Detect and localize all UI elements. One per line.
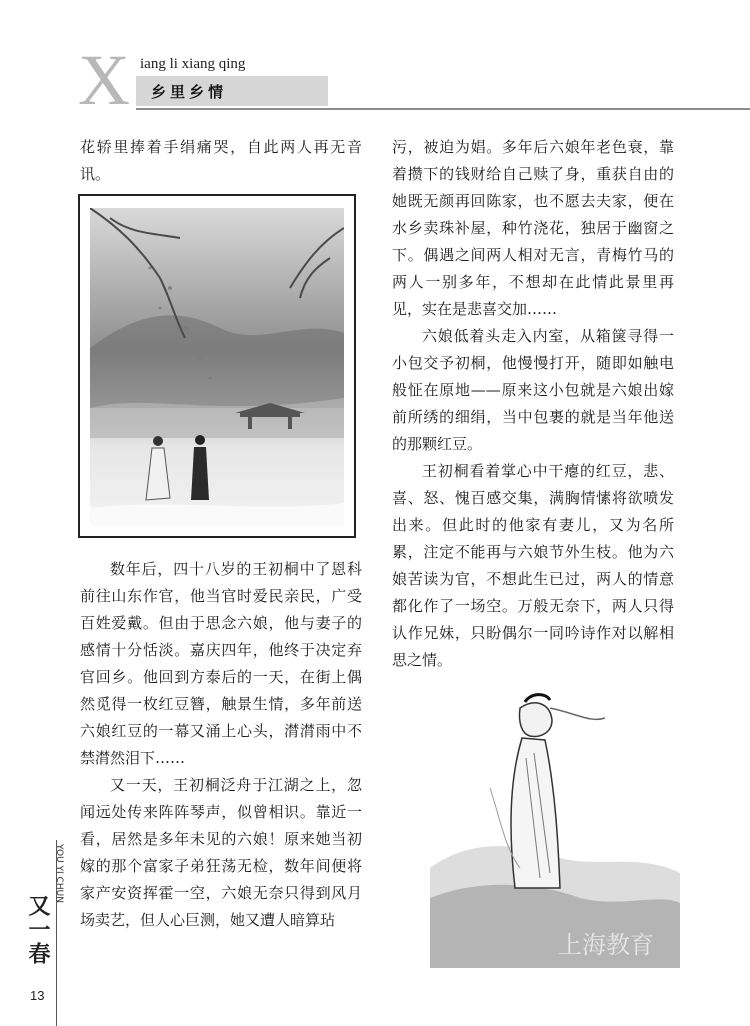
watermark: 上海教育 — [558, 931, 654, 959]
spine-title-chinese: 又一春 — [25, 894, 51, 966]
paragraph: 王初桐看着掌心中干瘪的红豆，悲、喜、怒、愧百感交集，满胸情愫将欲喷发出来。但此时的他家有妻儿，又为名所累，注定不能再与六娘节外生枝。他为六娘苦读为官，不想此生已过，两人的情意都化作了一场空。万般无奈下，两人只得认作兄妹，只盼偶尔一同吟诗作对以解相思之情。 — [392, 462, 674, 669]
page-number: 13 — [30, 988, 45, 1003]
scholar-illustration — [430, 668, 680, 968]
right-column — [392, 134, 674, 674]
section-pinyin: iang li xiang qing — [140, 56, 246, 72]
paragraph: 花轿里捧着手绢痛哭，自此两人再无音讯。 — [80, 138, 362, 183]
spine-title-english: YOU YI CHUN — [54, 844, 64, 903]
left-column-bottom — [80, 556, 362, 934]
section-letter: X — [78, 40, 130, 120]
paragraph: 数年后，四十八岁的王初桐中了恩科前往山东作官，他当官时爱民亲民，广受百姓爱戴。但由于思念六娘，他与妻子的感情十分恬淡。嘉庆四年，他终于决定弃官回乡。他回到方泰后的一天，在街上偶然觅得一枚红豆簪，触景生情，多年前送六娘红豆的一幕又涌上心头，潸潸雨中不禁潸然泪下…… — [80, 560, 362, 767]
section-title: 乡里乡情 — [151, 83, 228, 101]
paragraph: 六娘低着头走入内室，从箱箧寻得一小包交予初桐，他慢慢打开，随即如触电般怔在原地——原来这小包就是六娘出嫁前所绣的细绢，当中包裹的就是当年他送的那颗红豆。 — [392, 327, 674, 453]
couple-illustration-frame — [78, 194, 356, 538]
paragraph: 污，被迫为娼。多年后六娘年老色衰，靠着攒下的钱财给自己赎了身，重获自由的她既无颜再回陈家，也不愿去夫家，便在水乡卖珠补屋，种竹浇花，独居于幽窗之下。偶遇之间两人相对无言，青梅竹马的两人一别多年，不想却在此情此景里再见，实在是悲喜交加…… — [392, 138, 674, 318]
left-column-top — [80, 134, 362, 188]
couple-illustration — [90, 208, 344, 526]
header-divider — [136, 108, 750, 110]
section-header — [78, 40, 750, 120]
paragraph: 又一天，王初桐泛舟于江湖之上，忽闻远处传来阵阵琴声，似曾相识。靠近一看，居然是多年未见的六娘！原来她当初嫁的那个富家子弟狂荡无检，数年间便将家产安资挥霍一空，六娘无奈只得到风月场卖艺，但人心巨测，她又遭人暗算玷 — [80, 776, 362, 929]
